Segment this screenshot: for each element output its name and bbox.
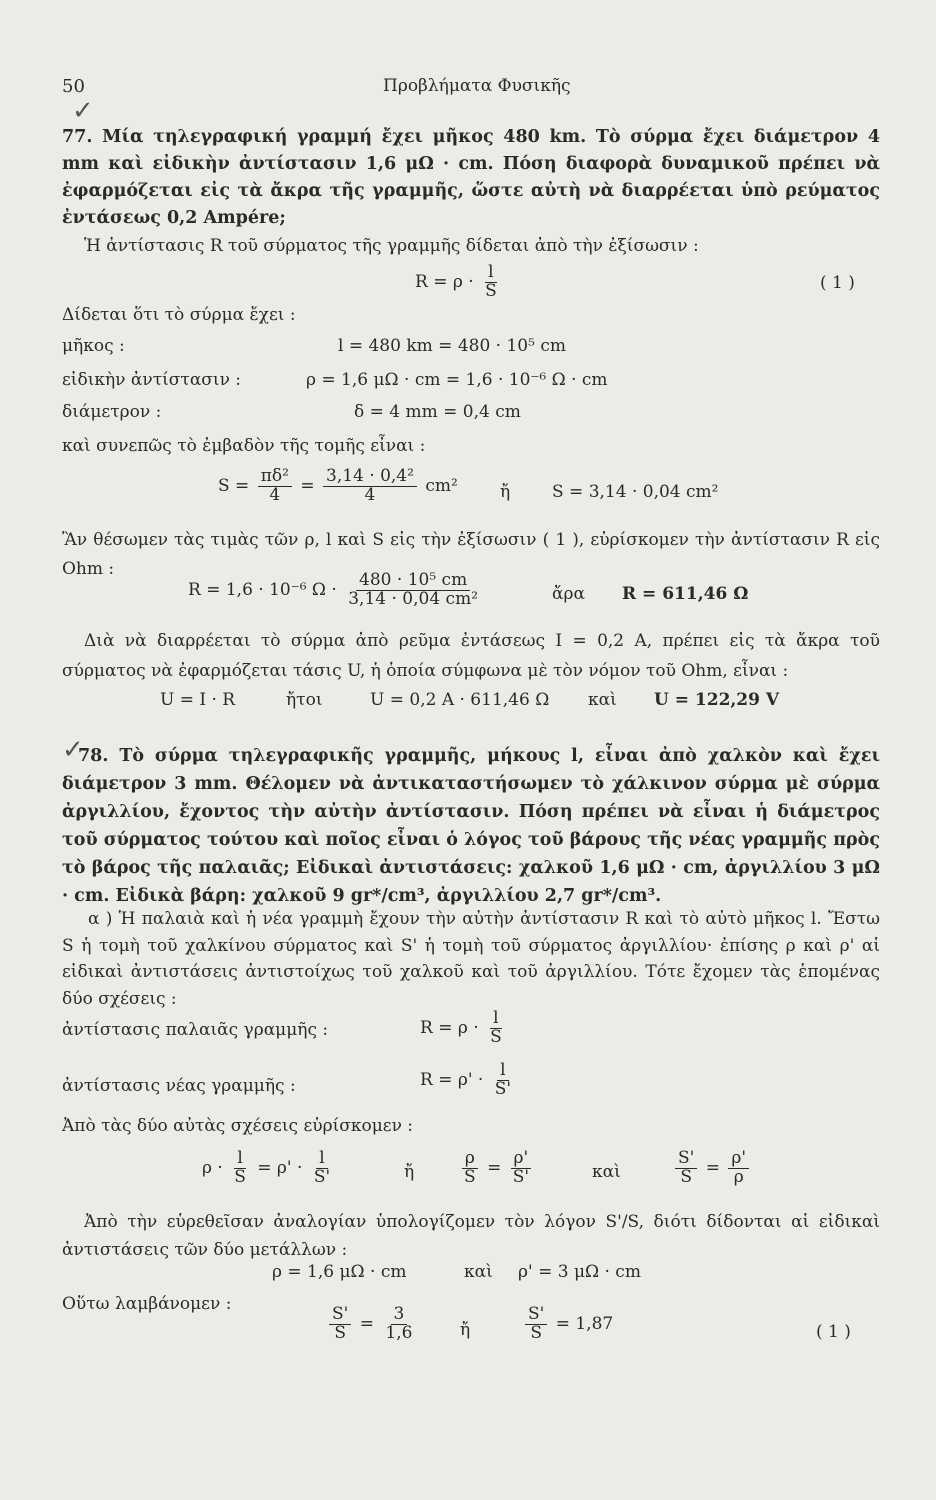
problem-78-statement: 78. Τὸ σύρμα τηλεγραφικῆς γραμμῆς, μήκους l, εἶναι ἀπὸ χαλκὸν καὶ ἔχει διάμετρον 3 mm. Θέλομεν νὰ ἀντικαταστήσωμεν τὸ χάλκινον σύρμα μὲ σύρμα ἀργιλλίου, ἔχοντος τὴν αὐτὴν ἀντίστασιν. Πόση πρέπει νὰ εἶναι ἡ διάμετρος τοῦ σύρματος τούτου καὶ ποῖος εἶναι ὁ λόγος τοῦ βάρους τῆς νέας γραμμῆς πρὸς τὸ βάρος τῆς παλαιᾶς; Εἰδικαὶ ἀντιστάσεις: χαλκοῦ 1,6 μΩ · cm, ἀργιλλίου 3 μΩ · cm. Εἰδικὰ βάρη: χαλκοῦ 9 gr*/cm³, ἀργιλλίου 2,7 gr*/cm³.: [62, 746, 880, 906]
new-fraction: [492, 1062, 514, 1099]
new-left: R = ρ' ·: [420, 1069, 484, 1090]
rel-r3-den: S: [680, 1166, 692, 1187]
rho-value: ρ = 1,6 μΩ · cm: [272, 1262, 407, 1282]
voltage-text: Διὰ νὰ διαρρέεται τὸ σύρμα ἀπὸ ρεῦμα ἐντάσεως I = 0,2 A, πρέπει εἰς τὰ ἄκρα τοῦ σύρματος νὰ ἐφαρμόζεται τάσις U, ἡ ὁποία σύμφωνα μὲ τὸν νόμον τοῦ Ohm, εἶναι :: [62, 631, 880, 681]
r-den: 3,14 · 0,04 cm²: [348, 588, 479, 609]
check-mark-icon-2: ✓: [62, 735, 84, 765]
final-frac-3: [525, 1306, 547, 1343]
final-value: = 1,87: [555, 1313, 614, 1334]
running-title: Προβλήματα Φυσικῆς: [383, 76, 571, 96]
final-equation-2: [522, 1306, 613, 1343]
u-htoi: ἤτοι: [286, 690, 323, 710]
rhop-value: ρ' = 3 μΩ · cm: [518, 1262, 641, 1282]
rel-r1-den: S: [464, 1166, 476, 1187]
area-f2-den: 4: [364, 484, 376, 505]
eq1-left: R = ρ ·: [415, 271, 474, 292]
old-line-equation: [420, 1010, 508, 1047]
resistance-intro: Ἡ ἀντίστασις R τοῦ σύρματος τῆς γραμμῆς δίδεται ἀπὸ τὴν ἐξίσωσιν :: [84, 236, 699, 256]
part-a-text: α ) Ἡ παλαιὰ καὶ ἡ νέα γραμμὴ ἔχουν τὴν αὐτὴν ἀντίστασιν R καὶ τὸ αὐτὸ μῆκος l. Ἔστω S ἡ τομὴ τοῦ χαλκίνου σύρματος καὶ S' ἡ τομὴ τοῦ σύρματος ἀργιλλίου· ἐπίσης ρ καὶ ρ' αἱ εἰδικαὶ ἀντιστάσεις ἀντιστοίχως τοῦ χαλκοῦ καὶ τοῦ ἀργιλλίου. Τότε ἔχομεν τὰς ἑπομένας δύο σχέσεις :: [62, 909, 880, 1009]
rel-r4-den: ρ: [733, 1166, 744, 1187]
rel-l2: l: [316, 1150, 327, 1169]
resistivity-label: εἰδικὴν ἀντίστασιν :: [62, 370, 242, 390]
equation-1: [415, 264, 503, 301]
page-number: 50: [62, 76, 85, 97]
resistance-equation: [188, 572, 484, 609]
substitution-text: Ἂν θέσωμεν τὰς τιμὰς τῶν ρ, l καὶ S εἰς τὴν ἐξίσωσιν ( 1 ), εὑρίσκομεν τὴν ἀντίστασιν R εἰς Ohm :: [62, 530, 880, 579]
rel-frac-2: [311, 1150, 333, 1187]
rel-l1: l: [234, 1150, 245, 1169]
rel-frac-5: [675, 1150, 697, 1187]
rel-r1-num: ρ: [462, 1150, 478, 1169]
rel-or: ἤ: [404, 1162, 415, 1182]
u-formula: U = I · R: [160, 690, 236, 710]
rel-rho: ρ ·: [202, 1157, 223, 1178]
eq1-den: S: [485, 280, 497, 301]
r-num: 480 · 10⁵ cm: [356, 572, 470, 591]
area-equation: [218, 468, 458, 505]
area-s: S =: [218, 475, 250, 496]
final-equation: [326, 1306, 418, 1343]
check-mark-icon: ✓: [72, 96, 94, 126]
length-value: l = 480 km = 480 · 10⁵ cm: [338, 336, 566, 356]
old-left: R = ρ ·: [420, 1017, 479, 1038]
ratio-text: Ἀπὸ τὴν εὑρεθεῖσαν ἀναλογίαν ὑπολογίζομεν τὸν λόγον S'/S, διότι δίδονται αἱ εἰδικαὶ ἀντιστάσεις τῶν δύο μετάλλων :: [62, 1212, 880, 1260]
thus-label: Οὕτω λαμβάνομεν :: [62, 1294, 232, 1314]
rel-frac-3: [461, 1150, 479, 1187]
problem-77-statement: 77. Μία τηλεγραφική γραμμή ἔχει μῆκος 480 km. Τὸ σύρμα ἔχει διάμετρον 4 mm καὶ εἰδικὴν ἀντίστασιν 1,6 μΩ · cm. Πόση διαφορὰ δυναμικοῦ πρέπει νὰ ἐφαρμόζεται εἰς τὰ ἄκρα τῆς γραμμῆς, ὥστε αὐτὴ νὰ διαρρέεται ὑπὸ ρεύματος ἐντάσεως 0,2 Ampére;: [62, 127, 880, 228]
area-f1-num: πδ²: [258, 468, 292, 487]
rel-frac-6: [728, 1150, 749, 1187]
eq1-num: l: [485, 264, 496, 283]
new-den: S': [494, 1078, 512, 1099]
old-line-label: ἀντίστασις παλαιᾶς γραμμῆς :: [62, 1020, 329, 1040]
area-fraction-1: [258, 468, 292, 505]
given-label: Δίδεται ὅτι τὸ σύρμα ἔχει :: [62, 305, 296, 325]
final-frac-2: [382, 1306, 415, 1343]
final-or: ἤ: [460, 1320, 471, 1340]
rel-s2: S': [313, 1166, 331, 1187]
rel-r4-num: ρ': [728, 1150, 749, 1169]
rel-eq-rhop: = ρ' ·: [257, 1157, 303, 1178]
final-f1-num: S': [329, 1306, 351, 1325]
diameter-label: διάμετρον :: [62, 402, 162, 422]
old-fraction: [487, 1010, 505, 1047]
relations-equation: [202, 1150, 336, 1187]
final-f1-den: S: [334, 1322, 346, 1343]
rel-r2-den: S': [512, 1166, 530, 1187]
u-kai: καὶ: [588, 690, 617, 710]
eq1-fraction: [482, 264, 500, 301]
final-f3-num: S': [525, 1306, 547, 1325]
rel-eq2: =: [705, 1157, 720, 1178]
relations-ratio: [458, 1150, 535, 1187]
final-f2-num: 3: [391, 1306, 408, 1325]
old-num: l: [490, 1010, 501, 1029]
rel-frac-1: [231, 1150, 249, 1187]
u-calc: U = 0,2 A · 611,46 Ω: [370, 690, 550, 710]
new-line-equation: [420, 1062, 517, 1099]
new-line-label: ἀντίστασις νέας γραμμῆς :: [62, 1076, 296, 1096]
new-num: l: [497, 1062, 508, 1081]
resistivity-value: ρ = 1,6 μΩ · cm = 1,6 · 10⁻⁶ Ω · cm: [306, 370, 608, 390]
area-eq: =: [300, 475, 315, 496]
rel-s1: S: [234, 1166, 246, 1187]
area-fraction-2: [323, 468, 417, 505]
area-unit: cm²: [425, 475, 458, 496]
relations-ratio-2: [672, 1150, 752, 1187]
r-ara: ἄρα: [552, 584, 585, 604]
r-fraction: [345, 572, 481, 609]
diameter-value: δ = 4 mm = 0,4 cm: [354, 402, 521, 422]
rel-eq: =: [487, 1157, 502, 1178]
r-result: R = 611,46 Ω: [622, 584, 749, 604]
rel-r3-num: S': [675, 1150, 697, 1169]
rel-kai: καὶ: [592, 1162, 621, 1182]
final-tag: ( 1 ): [816, 1322, 851, 1342]
area-f2-num: 3,14 · 0,4²: [323, 468, 417, 487]
old-den: S: [490, 1026, 502, 1047]
final-f2-den: 1,6: [385, 1322, 413, 1343]
area-result: S = 3,14 · 0,04 cm²: [552, 482, 719, 502]
rel-frac-4: [510, 1150, 532, 1187]
final-eq: =: [359, 1313, 374, 1334]
area-f1-den: 4: [269, 484, 281, 505]
rel-r2-num: ρ': [511, 1150, 532, 1169]
final-frac-1: [329, 1306, 351, 1343]
final-f3-den: S: [530, 1322, 542, 1343]
eq1-tag: ( 1 ): [820, 273, 855, 293]
length-label: μῆκος :: [62, 336, 125, 356]
area-intro: καὶ συνεπῶς τὸ ἐμβαδὸν τῆς τομῆς εἶναι :: [62, 436, 426, 456]
from-these: Ἀπὸ τὰς δύο αὐτὰς σχέσεις εὑρίσκομεν :: [62, 1116, 414, 1136]
area-or: ἤ: [500, 482, 511, 502]
u-result: U = 122,29 V: [654, 690, 780, 710]
r-left: R = 1,6 · 10⁻⁶ Ω ·: [188, 579, 337, 600]
rho-kai: καὶ: [464, 1262, 493, 1282]
